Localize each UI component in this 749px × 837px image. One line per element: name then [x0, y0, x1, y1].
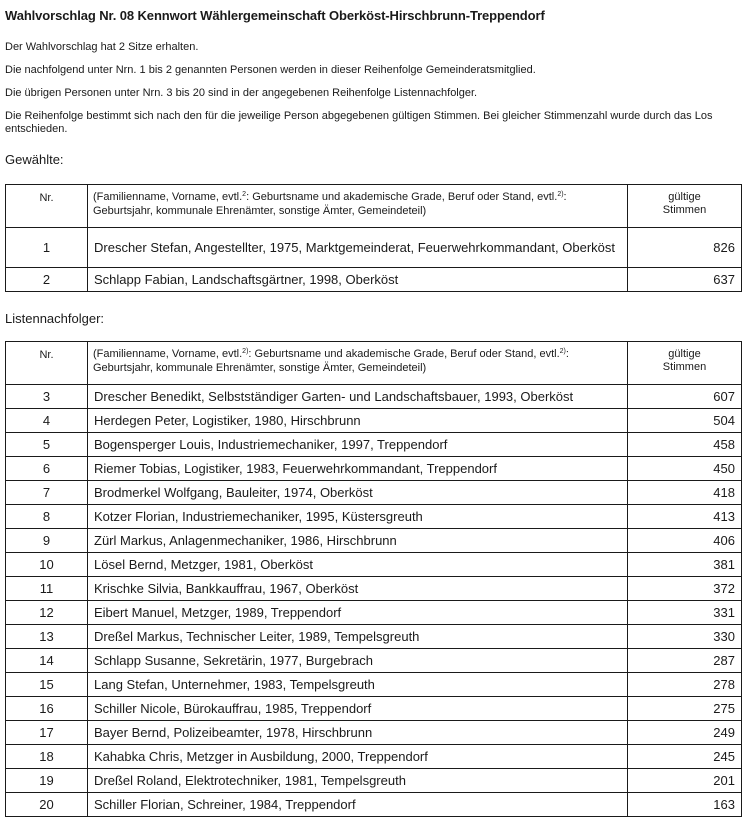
cell-nr: 14	[6, 649, 88, 673]
table-row	[6, 457, 742, 481]
cell-nr: 17	[6, 721, 88, 745]
header-person-part2: : Geburtsname und akademische Grade, Beruf oder Stand, evtl.	[246, 191, 558, 203]
cell-name: Riemer Tobias, Logistiker, 1983, Feuerwehrkommandant, Treppendorf	[88, 457, 628, 481]
header-votes-line1: gültige	[668, 191, 701, 203]
cell-votes: 245	[628, 745, 742, 769]
header-votes	[628, 342, 742, 385]
cell-votes: 406	[628, 529, 742, 553]
cell-name: Schlapp Susanne, Sekretärin, 1977, Burgebrach	[88, 649, 628, 673]
table-header-row	[6, 342, 742, 385]
table-row	[6, 625, 742, 649]
table-row	[6, 793, 742, 817]
elected-info: Die nachfolgend unter Nrn. 1 bis 2 genannten Personen werden in dieser Reihenfolge Gemeinderatsmitglied.	[5, 64, 536, 76]
cell-nr: 2	[6, 268, 88, 292]
cell-name: Bayer Bernd, Polizeibeamter, 1978, Hirschbrunn	[88, 721, 628, 745]
cell-votes: 504	[628, 409, 742, 433]
header-person-part3: : Geburtsjahr, kommunale Ehrenämter, sonstige Ämter, Gemeindeteil)	[93, 191, 567, 217]
footnote-marker: 2	[242, 191, 247, 198]
table-row	[6, 385, 742, 409]
header-votes-line1: gültige	[668, 348, 701, 360]
cell-name: Kotzer Florian, Industriemechaniker, 1995, Küstersgreuth	[88, 505, 628, 529]
cell-votes: 450	[628, 457, 742, 481]
cell-name: Zürl Markus, Anlagenmechaniker, 1986, Hirschbrunn	[88, 529, 628, 553]
table-row	[6, 268, 742, 292]
table-row	[6, 553, 742, 577]
cell-nr: 15	[6, 673, 88, 697]
cell-nr: 1	[6, 228, 88, 268]
cell-votes: 381	[628, 553, 742, 577]
cell-name: Krischke Silvia, Bankkauffrau, 1967, Oberköst	[88, 577, 628, 601]
elected-label: Gewählte:	[5, 152, 64, 167]
cell-nr: 7	[6, 481, 88, 505]
header-person-part1: (Familienname, Vorname, evtl.	[93, 348, 243, 360]
footnote-marker: 2)	[559, 348, 566, 355]
cell-name: Schiller Nicole, Bürokauffrau, 1985, Treppendorf	[88, 697, 628, 721]
cell-name: Bogensperger Louis, Industriemechaniker, 1997, Treppendorf	[88, 433, 628, 457]
cell-votes: 163	[628, 793, 742, 817]
footnote-marker: 2)	[242, 348, 249, 355]
table-row	[6, 649, 742, 673]
cell-votes: 287	[628, 649, 742, 673]
header-person	[88, 185, 628, 228]
header-nr: Nr.	[6, 342, 88, 385]
table-row	[6, 577, 742, 601]
header-person-part2: : Geburtsname und akademische Grade, Beruf oder Stand, evtl.	[248, 348, 560, 360]
cell-nr: 20	[6, 793, 88, 817]
table-row	[6, 601, 742, 625]
cell-name: Herdegen Peter, Logistiker, 1980, Hirschbrunn	[88, 409, 628, 433]
cell-name: Kahabka Chris, Metzger in Ausbildung, 2000, Treppendorf	[88, 745, 628, 769]
cell-nr: 9	[6, 529, 88, 553]
header-nr: Nr.	[6, 185, 88, 228]
table-row	[6, 697, 742, 721]
table-row	[6, 481, 742, 505]
cell-nr: 4	[6, 409, 88, 433]
table-row	[6, 409, 742, 433]
cell-name: Drescher Benedikt, Selbstständiger Garten- und Landschaftsbauer, 1993, Oberköst	[88, 385, 628, 409]
cell-nr: 6	[6, 457, 88, 481]
cell-nr: 12	[6, 601, 88, 625]
table-row	[6, 745, 742, 769]
table-row	[6, 529, 742, 553]
cell-votes: 331	[628, 601, 742, 625]
table-row	[6, 228, 742, 268]
table-row	[6, 721, 742, 745]
cell-name: Schlapp Fabian, Landschaftsgärtner, 1998, Oberköst	[88, 268, 628, 292]
seats-info: Der Wahlvorschlag hat 2 Sitze erhalten.	[5, 41, 199, 53]
cell-name: Lösel Bernd, Metzger, 1981, Oberköst	[88, 553, 628, 577]
cell-nr: 13	[6, 625, 88, 649]
document-title: Wahlvorschlag Nr. 08 Kennwort Wählergemeinschaft Oberköst-Hirschbrunn-Treppendorf	[5, 8, 545, 23]
cell-votes: 330	[628, 625, 742, 649]
cell-nr: 19	[6, 769, 88, 793]
header-votes-line2: Stimmen	[662, 361, 707, 373]
cell-votes: 372	[628, 577, 742, 601]
table-row	[6, 505, 742, 529]
header-votes	[628, 185, 742, 228]
successors-table	[5, 341, 742, 817]
cell-votes: 249	[628, 721, 742, 745]
cell-nr: 18	[6, 745, 88, 769]
cell-votes: 826	[628, 228, 742, 268]
cell-votes: 275	[628, 697, 742, 721]
cell-votes: 637	[628, 268, 742, 292]
header-votes-line2: Stimmen	[662, 204, 707, 216]
cell-name: Dreßel Roland, Elektrotechniker, 1981, Tempelsgreuth	[88, 769, 628, 793]
cell-nr: 5	[6, 433, 88, 457]
table-row	[6, 433, 742, 457]
cell-name: Drescher Stefan, Angestellter, 1975, Marktgemeinderat, Feuerwehrkommandant, Oberköst	[88, 228, 628, 268]
header-person-part3: : Geburtsjahr, kommunale Ehrenämter, sonstige Ämter, Gemeindeteil)	[93, 348, 569, 374]
successors-label: Listennachfolger:	[5, 311, 105, 326]
cell-votes: 607	[628, 385, 742, 409]
header-person-part1: (Familienname, Vorname, evtl.	[93, 191, 243, 203]
successors-info: Die übrigen Personen unter Nrn. 3 bis 20 sind in der angegebenen Reihenfolge Listennachfolger.	[5, 87, 478, 99]
cell-name: Brodmerkel Wolfgang, Bauleiter, 1974, Oberköst	[88, 481, 628, 505]
cell-name: Schiller Florian, Schreiner, 1984, Treppendorf	[88, 793, 628, 817]
elected-table	[5, 184, 742, 292]
cell-votes: 458	[628, 433, 742, 457]
cell-votes: 278	[628, 673, 742, 697]
cell-nr: 8	[6, 505, 88, 529]
cell-votes: 413	[628, 505, 742, 529]
table-header-row	[6, 185, 742, 228]
cell-nr: 3	[6, 385, 88, 409]
header-person	[88, 342, 628, 385]
cell-nr: 16	[6, 697, 88, 721]
ordering-info: Die Reihenfolge bestimmt sich nach den für die jeweilige Person abgegebenen gültigen Stimmen. Bei gleicher Stimmenzahl wurde durch das Los entschieden.	[5, 110, 713, 135]
cell-name: Eibert Manuel, Metzger, 1989, Treppendorf	[88, 601, 628, 625]
cell-name: Lang Stefan, Unternehmer, 1983, Tempelsgreuth	[88, 673, 628, 697]
footnote-marker: 2)	[557, 191, 564, 198]
cell-nr: 11	[6, 577, 88, 601]
table-row	[6, 673, 742, 697]
cell-votes: 418	[628, 481, 742, 505]
cell-nr: 10	[6, 553, 88, 577]
cell-votes: 201	[628, 769, 742, 793]
cell-name: Dreßel Markus, Technischer Leiter, 1989, Tempelsgreuth	[88, 625, 628, 649]
table-row	[6, 769, 742, 793]
successor-rows	[6, 385, 742, 817]
